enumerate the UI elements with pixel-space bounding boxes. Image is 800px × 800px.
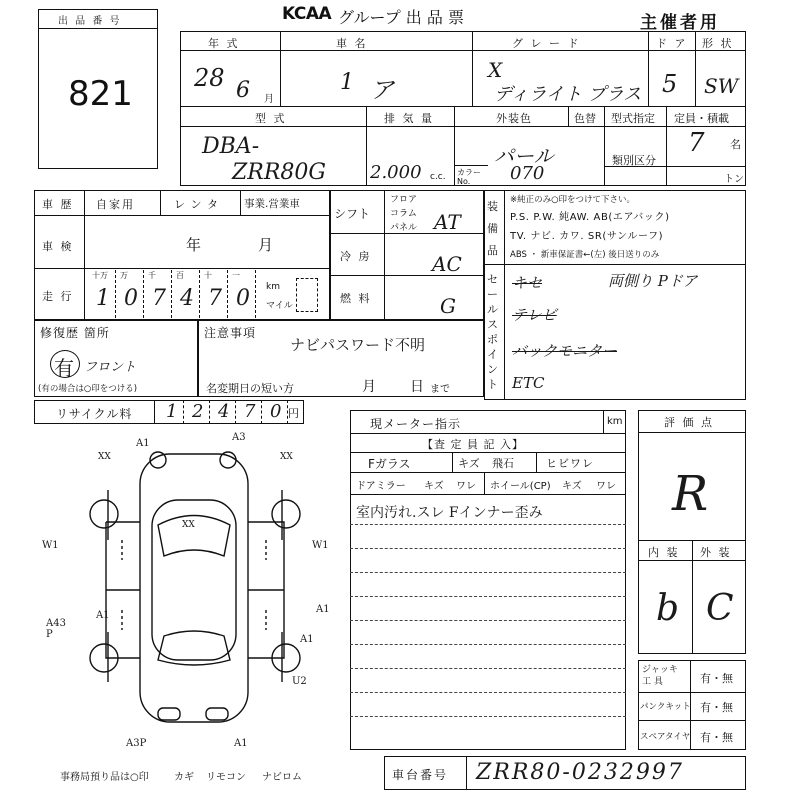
mileage-digit: 0 (124, 286, 138, 311)
meter-label: 現メーター指示 (370, 417, 462, 431)
model-designation-label: 型式指定 (611, 112, 655, 125)
tools-kit-options[interactable]: 有・無 (700, 701, 733, 714)
damage-mark-14: A43 P (46, 618, 66, 640)
inspector-header: 【査 定 員 記 入】 (422, 438, 524, 451)
doors-label: ド ア (656, 37, 688, 50)
recycle-cell (210, 400, 236, 424)
mirror-label: ドアミラー (356, 481, 406, 492)
month-unit: 月 (264, 94, 274, 105)
sales-point-2: 両側り Pドア (608, 272, 698, 290)
damage-mark-2: A1 (136, 438, 150, 449)
mileage-unit-label: 万 (120, 271, 128, 280)
damage-mark-10: U2 (292, 676, 307, 687)
grade-label: グ レ ー ド (512, 37, 581, 50)
inspector-ruled-line (350, 692, 626, 693)
history-private[interactable]: 自家用 (96, 198, 135, 211)
windshield-chip[interactable]: 飛石 (492, 457, 514, 470)
model-value-2: ZRR80G (232, 160, 326, 185)
shift-column[interactable]: コラム (390, 209, 417, 219)
fuel-label: 燃 料 (340, 292, 372, 305)
recycle-digit: 2 (192, 401, 204, 422)
recycle-cell (236, 400, 262, 424)
cooler-value: AC (432, 252, 462, 276)
mileage-unit-label: 十万 (92, 271, 108, 280)
deadline-month: 月 (362, 379, 376, 395)
tools-jack-label: ジャッキ 工 具 (642, 665, 678, 687)
inspector-ruled-line (350, 596, 626, 597)
recycle-label: リサイクル料 (56, 407, 133, 421)
color-no-value: 070 (510, 163, 545, 184)
shift-floor[interactable]: フロア (390, 195, 418, 205)
office-note-key[interactable]: カギ (174, 772, 194, 783)
repair-mark-circle (50, 350, 80, 378)
mileage-digit: 0 (236, 286, 250, 311)
equipment-note: ※純正のみ○印をつけて下さい。 (510, 195, 636, 205)
inspection-year-unit: 年 (186, 236, 202, 254)
shift-panel[interactable]: パネル (390, 223, 418, 233)
office-note-remote[interactable]: リモコン (206, 772, 246, 783)
deadline-until: まで (430, 384, 450, 395)
interior-score: b (656, 588, 680, 629)
wheel-fl (90, 500, 118, 528)
damage-mark-1: XX (98, 452, 111, 462)
inspector-comment: 室内汚れ.スレ Fインナー歪み (356, 505, 543, 521)
grade-label: 評 価 点 (664, 416, 714, 429)
recycle-digit: 7 (244, 401, 256, 422)
exterior-score: C (706, 588, 734, 629)
doors-value: 5 (662, 70, 678, 98)
category-label: 類別区分 (612, 154, 656, 167)
shift-value: AT (434, 210, 461, 234)
model-value-1: DBA- (202, 134, 260, 159)
mileage-cell (144, 270, 172, 318)
equipment-line-2[interactable]: TV. ナビ. カワ. SR(サンルーフ) (510, 231, 664, 242)
mile-label: マイル (266, 301, 293, 311)
car-name-value: ア (370, 76, 394, 104)
ext-color-label: 外装色 (496, 112, 532, 125)
damage-mark-4: XX (280, 452, 293, 462)
damage-mark-7: W1 (312, 540, 329, 551)
car-damage-diagram (60, 430, 340, 760)
damage-mark-5: XX (182, 520, 195, 530)
inspection-month-unit: 月 (258, 236, 274, 254)
displacement-value: 2.000 (370, 162, 422, 183)
history-label: 車 歴 (42, 198, 74, 211)
mileage-unit-label: 千 (148, 271, 156, 280)
mileage-unit-label: 一 (232, 271, 240, 280)
office-note-navi[interactable]: ナビロム (262, 772, 302, 783)
organizer-label: 主催者用 (640, 13, 720, 33)
inspector-ruled-line (350, 572, 626, 573)
damage-mark-11: A1 (234, 738, 248, 749)
recycle-cell (262, 400, 288, 424)
damage-mark-6: W1 (42, 540, 59, 551)
damage-mark-13: A1 (96, 610, 110, 621)
recycle-cell (184, 400, 210, 424)
repair-note: (有の場合は○印をつける) (38, 384, 138, 394)
history-commercial[interactable]: 事業.営業車 (244, 198, 300, 210)
color-change-label: 色替 (574, 112, 596, 125)
displacement-label: 排 気 量 (384, 112, 434, 125)
km-label: km (266, 282, 280, 292)
sales-point-3: テレビ (512, 306, 557, 324)
year-value: 28 (194, 64, 225, 92)
car-lamp-rl (158, 708, 180, 720)
brand-logo: KCAA (282, 4, 332, 24)
recycle-digit: 0 (270, 401, 282, 422)
mirror-crack[interactable]: ワレ (456, 481, 476, 492)
mileage-digit: 1 (96, 286, 110, 311)
overall-score: R (672, 466, 709, 522)
notes-value: ナビパスワード不明 (290, 336, 426, 354)
sales-point-1: キセ (512, 274, 543, 292)
year-label: 年 式 (208, 37, 240, 50)
deadline-day: 日 (410, 379, 424, 395)
chassis-value: ZRR80-0232997 (476, 760, 684, 785)
notes-label: 注意事項 (204, 326, 257, 340)
inspector-ruled-line (350, 644, 626, 645)
wheel-fr (272, 500, 300, 528)
month-value: 6 (236, 78, 250, 103)
tools-kit-label: パンクキット (640, 702, 691, 712)
sales-point-4: バックモニター (512, 342, 618, 360)
equipment-line-1[interactable]: P.S. P.W. 純AW. AB(エアバック) (510, 212, 670, 223)
office-note-label: 事務局預り品は○印 (60, 772, 149, 783)
shift-label: シフト (334, 207, 371, 221)
cc-unit: c.c. (430, 172, 446, 182)
mirror-scratch[interactable]: キズ (424, 481, 444, 492)
fuel-value: G (440, 294, 456, 318)
mileage-unit-label: 十 (204, 271, 212, 280)
windshield-crack[interactable]: ヒビワレ (546, 457, 594, 470)
capacity-label: 定員・積載 (674, 112, 729, 125)
wheel-crack[interactable]: ワレ (596, 481, 616, 492)
wheel-scratch[interactable]: キズ (562, 481, 582, 492)
car-lamp-fr (220, 452, 236, 468)
inspector-ruled-line (350, 548, 626, 549)
model-label: 型 式 (255, 112, 287, 125)
mileage-cell (88, 270, 116, 318)
color-value: パール (494, 144, 554, 168)
damage-mark-12: A3P (126, 738, 147, 749)
inspector-ruled-line (350, 620, 626, 621)
damage-mark-8: A1 (316, 604, 330, 615)
recycle-digit: 4 (218, 401, 230, 422)
recycle-digit: 1 (166, 401, 178, 422)
cooler-label: 冷 房 (340, 250, 372, 263)
damage-mark-9: A1 (300, 634, 314, 645)
windshield-label: Fガラス (368, 457, 411, 471)
inspection-label: 車 検 (42, 240, 74, 253)
car-lamp-rr (206, 708, 228, 720)
mileage-digit: 4 (180, 286, 194, 311)
sales-point-5: ETC (512, 374, 545, 392)
shape-label: 形 状 (702, 37, 734, 50)
recycle-cell (158, 400, 184, 424)
mileage-unit-label: 百 (176, 271, 184, 280)
color-no-label: カラー No. (457, 168, 481, 186)
lot-number-label: 出 品 番 号 (58, 16, 122, 27)
interior-label: 内 装 (648, 546, 680, 559)
tools-jack-options[interactable]: 有・無 (700, 672, 733, 685)
shape-value: SW (704, 74, 739, 98)
repair-label: 修復歴 箇所 (40, 326, 110, 340)
car-body-outline (140, 454, 248, 722)
mileage-cell (228, 270, 256, 318)
form-title: グループ 出 品 票 (338, 8, 464, 27)
sales-points-side-label: セールスポイント (487, 273, 498, 391)
load-unit: トン (724, 174, 744, 185)
car-name-label: 車 名 (336, 37, 368, 50)
mileage-digit: 7 (152, 286, 166, 311)
history-rental[interactable]: レ ン タ (174, 198, 219, 211)
equipment-line-3[interactable]: ABS ・ 新車保証書←(左) 後日送りのみ (510, 250, 660, 260)
repair-mark: 有 (54, 356, 74, 380)
damage-mark-3: A3 (232, 432, 246, 443)
inspector-ruled-line (350, 668, 626, 669)
capacity-value: 7 (688, 128, 705, 158)
mile-checkbox[interactable] (296, 278, 318, 312)
lot-number-value: 821 (68, 74, 133, 114)
grade-value-1: X (488, 58, 503, 82)
mileage-cell (116, 270, 144, 318)
repair-value: フロント (84, 360, 137, 375)
tools-spare-options[interactable]: 有・無 (700, 731, 733, 744)
wheel-label: ホイール(CP) (490, 481, 551, 492)
inspector-ruled-line (350, 524, 626, 525)
grade-value-2: ディライト プラス (494, 84, 642, 105)
mileage-cell (200, 270, 228, 318)
car-name-mark: 1 (340, 70, 354, 95)
mileage-cell (172, 270, 200, 318)
deadline-label: 名変期日の短い方 (206, 382, 294, 395)
windshield-scratch[interactable]: キズ (458, 457, 480, 470)
equipment-side-label: 装 備 品 (487, 200, 498, 257)
mileage-label: 走 行 (42, 290, 74, 303)
chassis-label: 車台番号 (392, 768, 449, 782)
exterior-label: 外 装 (700, 546, 732, 559)
capacity-unit: 名 (730, 138, 741, 151)
meter-unit: km (607, 416, 623, 427)
recycle-unit: 円 (288, 407, 299, 420)
inspector-ruled-line (350, 716, 626, 717)
tools-spare-label: スペアタイヤ (640, 732, 691, 742)
mileage-digit: 7 (208, 286, 222, 311)
car-left-side (106, 522, 140, 658)
